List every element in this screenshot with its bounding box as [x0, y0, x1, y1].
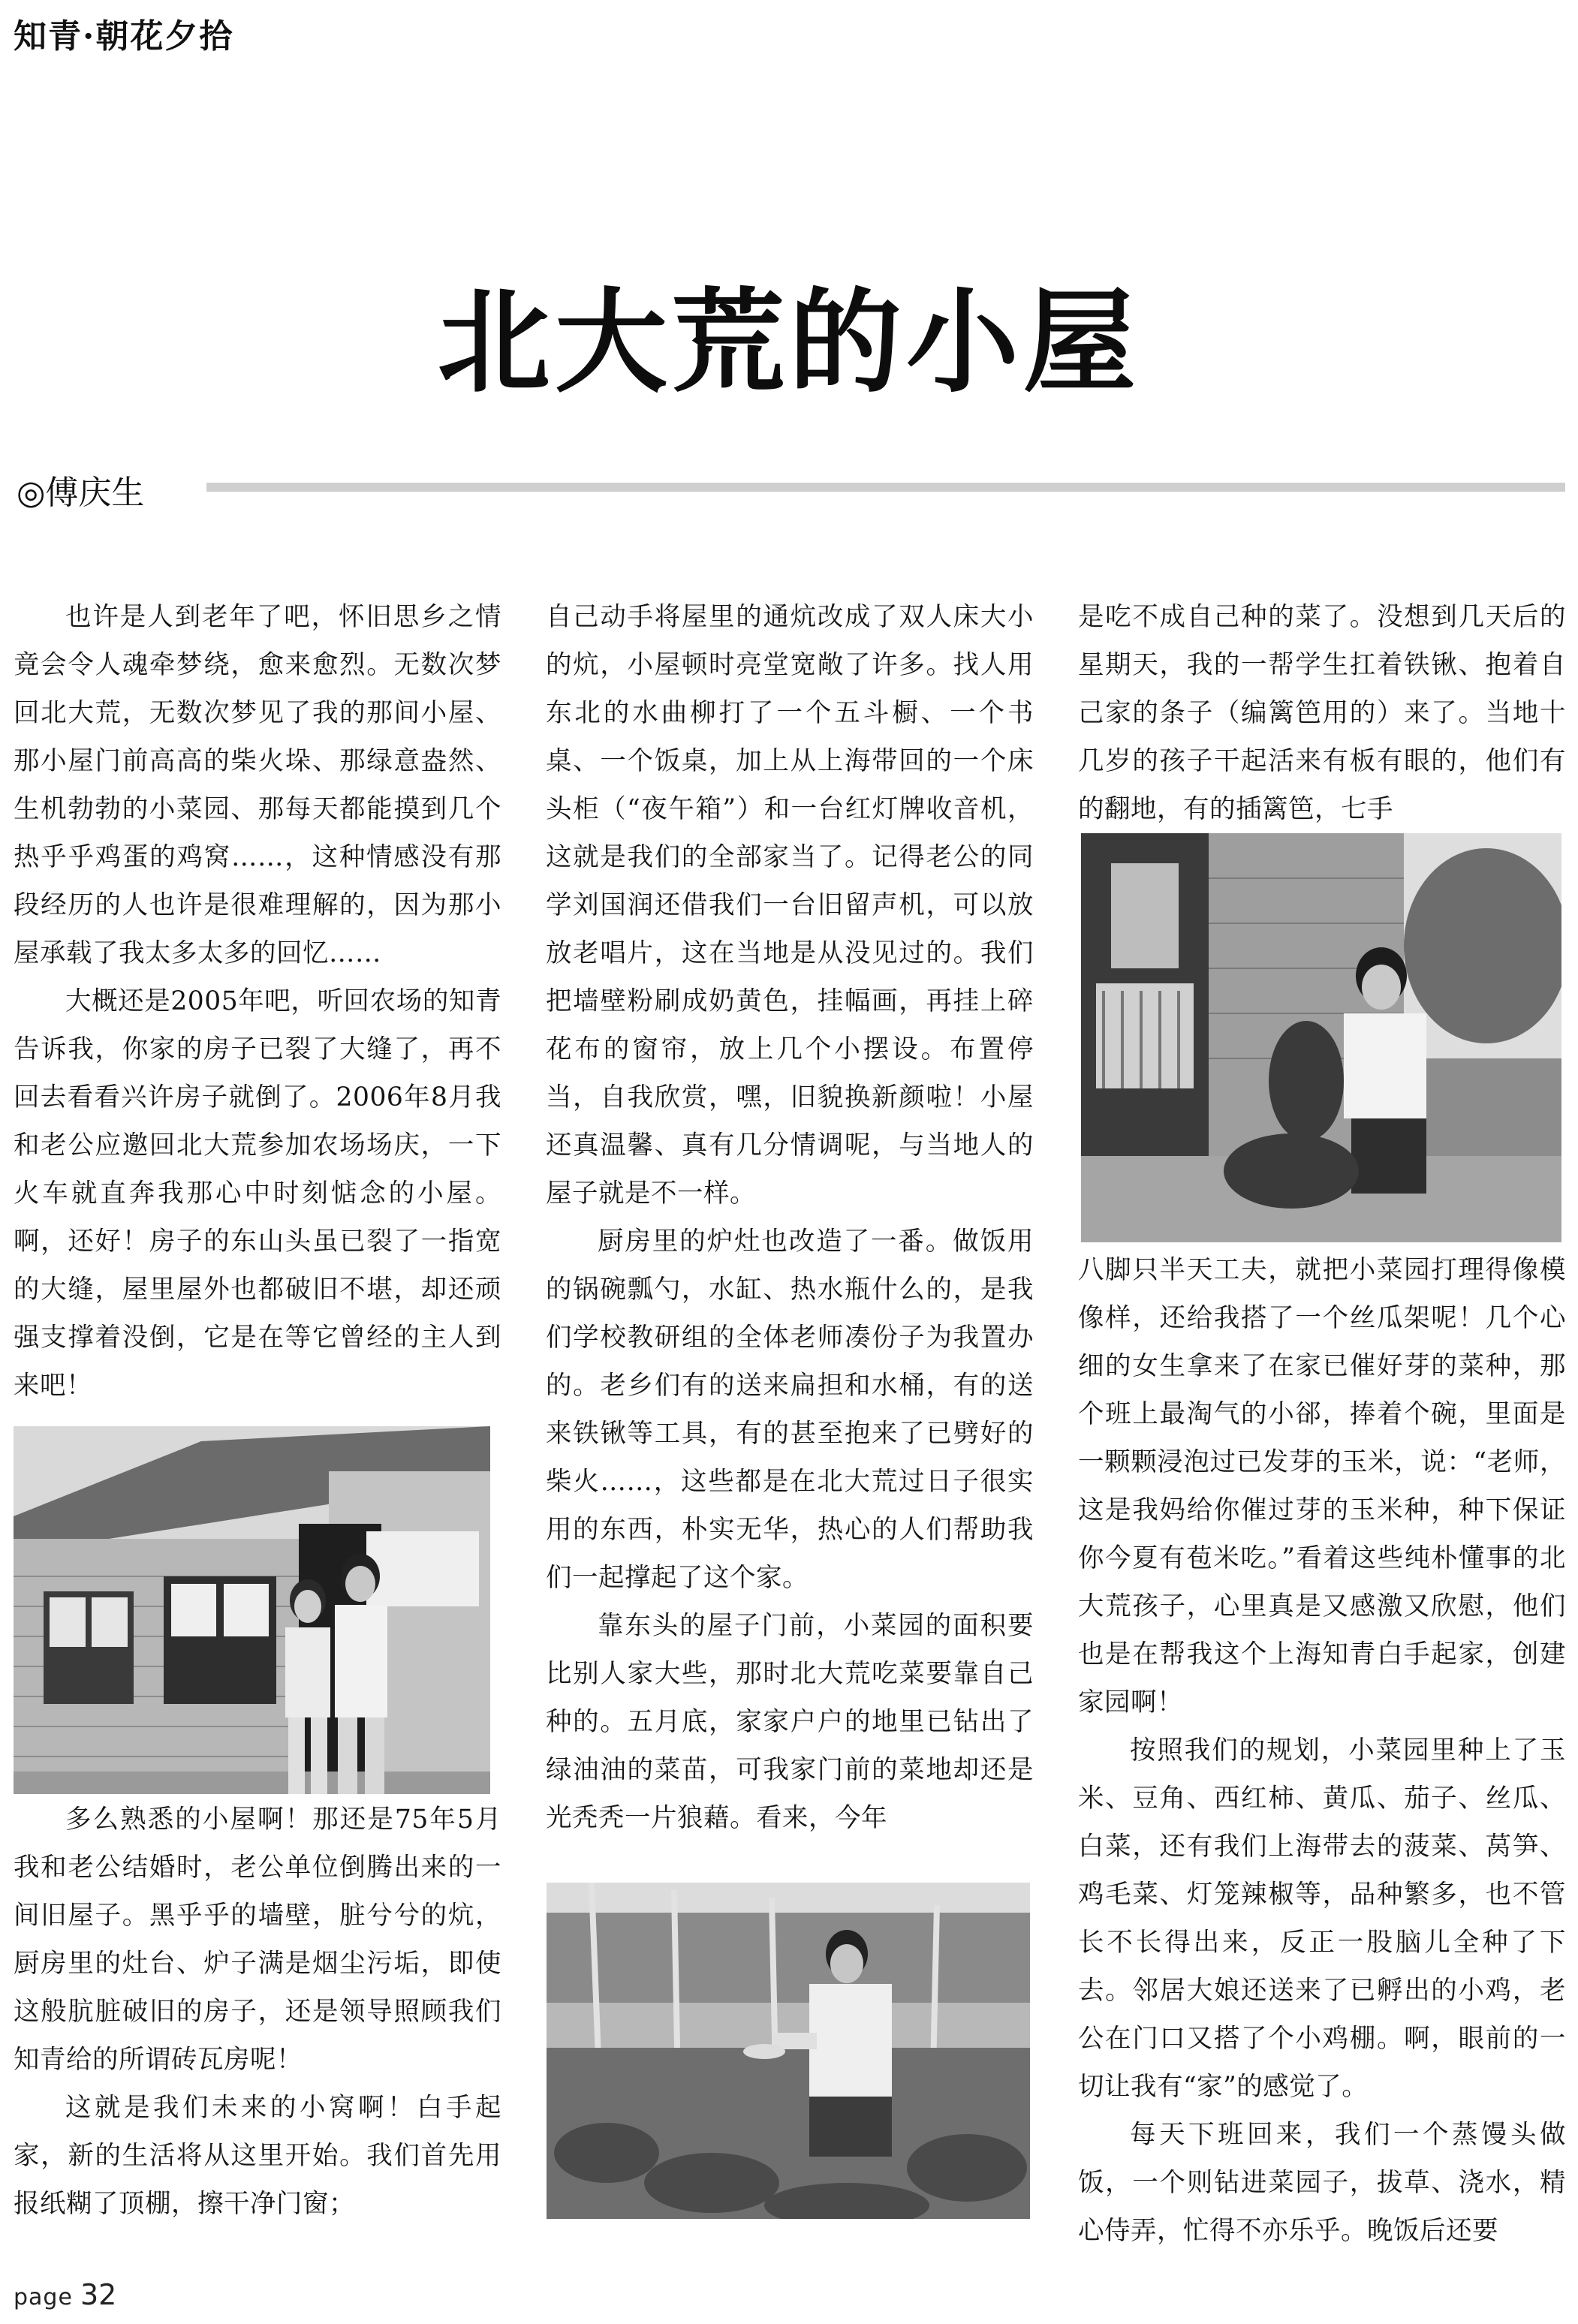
column-3-bottom	[1078, 1246, 1566, 2255]
paragraph: 厨房里的炉灶也改造了一番。做饭用的锅碗瓢勺，水缸、热水瓶什么的，是我们学校教研组的全体老师凑份子为我置办的。老乡们有的送来扁担和水桶，有的送来铁锹等工具，有的甚至抱来了已劈好的柴火……，这些都是在北大荒过日子很实用的东西，朴实无华，热心的人们帮助我们一起撑起了这个家。	[546, 1227, 1034, 1593]
paragraph: 这就是我们未来的小窝啊！白手起家，新的生活将从这里开始。我们首先用报纸糊了顶棚，擦干净门窗；	[14, 2093, 501, 2219]
column-2	[546, 593, 1034, 1842]
column-3-top	[1078, 593, 1566, 833]
paragraph: 是吃不成自己种的菜了。没想到几天后的星期天，我的一帮学生扛着铁锹、抱着自己家的条子（编篱笆用的）来了。当地十几岁的孩子干起活来有板有眼的，他们有的翻地，有的插篱笆，七手	[1078, 602, 1566, 824]
page-number: 32	[80, 2278, 117, 2311]
paragraph: 按照我们的规划，小菜园里种上了玉米、豆角、西红柿、黄瓜、茄子、丝瓜、白菜，还有我们上海带去的菠菜、莴笋、鸡毛菜、灯笼辣椒等，品种繁多，也不管长不长得出来，反正一股脑儿全种了下去。邻居大娘还送来了已孵出的小鸡，老公在门口又搭了个小鸡棚。啊，眼前的一切让我有“家”的感觉了。	[1078, 1735, 1566, 2102]
couple-photo	[14, 1426, 490, 1794]
man-in-garden-photo	[547, 1883, 1030, 2219]
article-title: 北大荒的小屋	[437, 278, 1140, 408]
paragraph: 靠东头的屋子门前，小菜园的面积要比别人家大些，那时北大荒吃菜要靠自己种的。五月底，家家户户的地里已钻出了绿油油的菜苗，可我家门前的菜地却还是光秃秃一片狼藉。看来，今年	[546, 1611, 1034, 1833]
column-1-bottom	[14, 1796, 501, 2228]
page-label: page	[14, 2284, 73, 2310]
column-1-top	[14, 593, 501, 1410]
paragraph: 多么熟悉的小屋啊！那还是75年5月我和老公结婚时，老公单位倒腾出来的一间旧屋子。黑乎乎的墙壁，脏兮兮的炕，厨房里的灶台、炉子满是烟尘污垢，即使这般肮脏破旧的房子，还是领导照顾我们知青给的所谓砖瓦房呢！	[14, 1805, 501, 2075]
paragraph: 也许是人到老年了吧，怀旧思乡之情竟会令人魂牵梦绕，愈来愈烈。无数次梦回北大荒，无数次梦见了我的那间小屋、那小屋门前高高的柴火垛、那绿意盎然、生机勃勃的小菜园、那每天都能摸到几个热乎乎鸡蛋的鸡窝……，这种情感没有那段经历的人也许是很难理解的，因为那小屋承载了我太多太多的回忆……	[14, 602, 501, 968]
paragraph: 每天下班回来，我们一个蒸馒头做饭，一个则钻进菜园子，拔草、浇水，精心侍弄，忙得不亦乐乎。晚饭后还要	[1078, 2120, 1566, 2246]
author-byline: ◎傅庆生	[17, 474, 145, 512]
paragraph: 自己动手将屋里的通炕改成了双人床大小的炕，小屋顿时亮堂宽敞了许多。找人用东北的水曲柳打了一个五斗橱、一个书桌、一个饭桌，加上从上海带回的一个床头柜（“夜午箱”）和一台红灯牌收音机，这就是我们的全部家当了。记得老公的同学刘国润还借我们一台旧留声机，可以放放老唱片，这在当地是从没见过的。我们把墙壁粉刷成奶黄色，挂幅画，再挂上碎花布的窗帘，放上几个小摆设。布置停当，自我欣赏，嘿，旧貌换新颜啦！小屋还真温馨、真有几分情调呢，与当地人的屋子就是不一样。	[546, 602, 1034, 1209]
woman-with-vegetables-photo	[1081, 833, 1561, 1242]
paragraph: 八脚只半天工夫，就把小菜园打理得像模像样，还给我搭了一个丝瓜架呢！几个心细的女生拿来了在家已催好芽的菜种，那个班上最淘气的小郤，捧着个碗，里面是一颗颗浸泡过已发芽的玉米，说：“老师，这是我妈给你催过芽的玉米种，种下保证你今夏有苞米吃。”看着这些纯朴懂事的北大荒孩子，心里真是又感激又欣慰，他们也是在帮我这个上海知青白手起家，创建家园啊！	[1078, 1255, 1566, 1717]
header-rule	[206, 483, 1565, 492]
page-footer	[14, 2278, 116, 2311]
paragraph: 大概还是2005年吧，听回农场的知青告诉我，你家的房子已裂了大缝了，再不回去看看兴许房子就倒了。2006年8月我和老公应邀回北大荒参加农场场庆，一下火车就直奔我那心中时刻惦念的小屋。啊，还好！房子的东山头虽已裂了一指宽的大缝，屋里屋外也都破旧不堪，却还顽强支撑着没倒，它是在等它曾经的主人到来吧！	[14, 986, 501, 1401]
section-header: 知青·朝花夕拾	[14, 17, 234, 56]
